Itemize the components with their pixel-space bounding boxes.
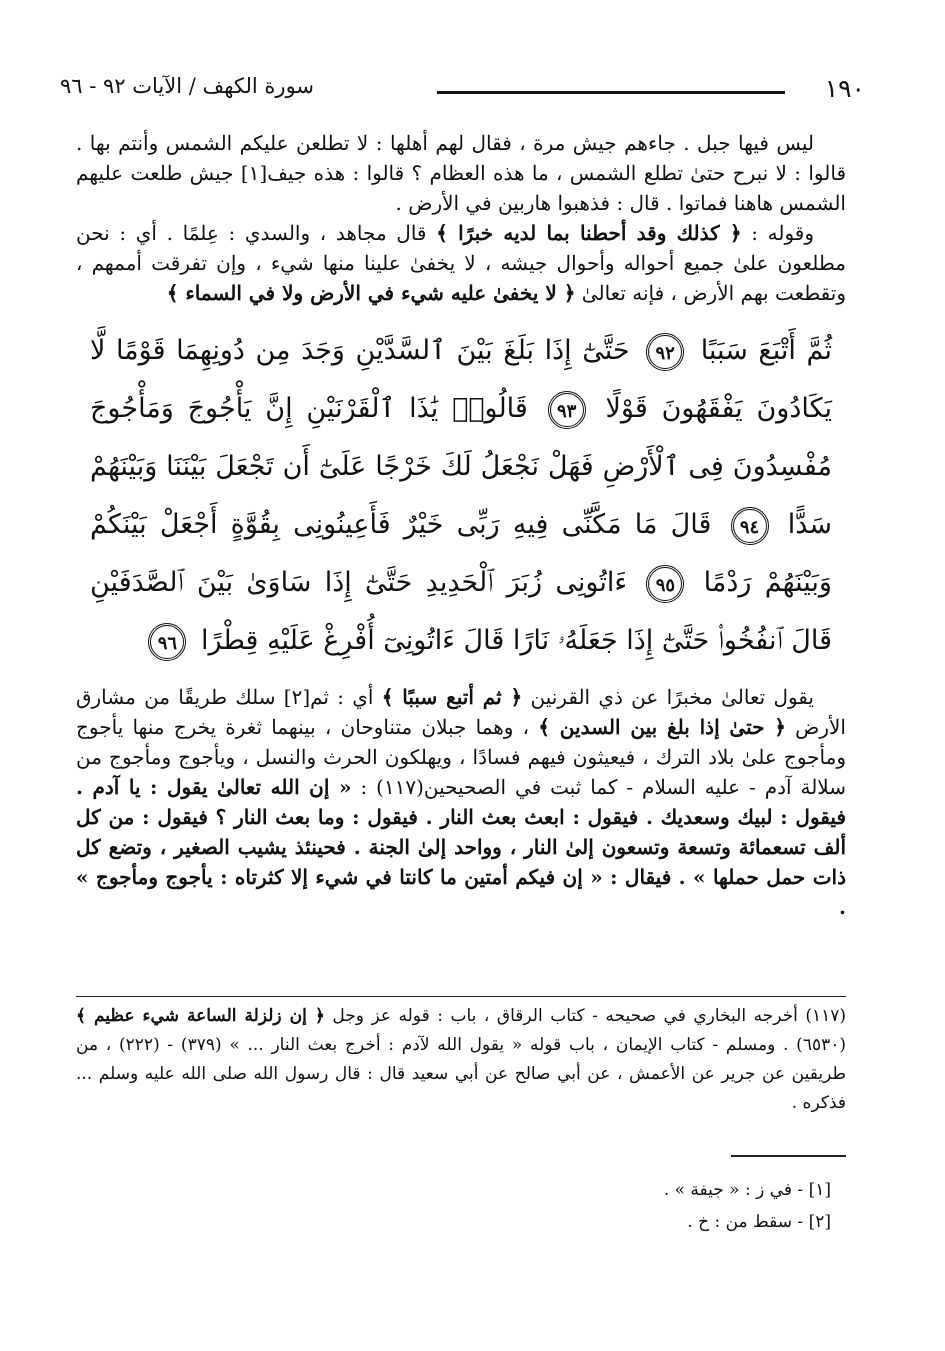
quran-quote: ﴿ لا يخفىٰ عليه شيء في الأرض ولا في السماء ﴾ xyxy=(166,281,576,305)
footnote-117 xyxy=(76,1002,846,1118)
quran-quote: ﴿ كذلك وقد أحطنا بما لديه خبرًا ﴾ xyxy=(436,221,742,245)
footnotes xyxy=(76,1002,846,1118)
main-text xyxy=(76,128,846,922)
para2-text-a: وقوله : xyxy=(741,221,814,245)
paragraph-3 xyxy=(76,682,846,922)
para3-text-b: أي : ثم[٢] سلك طريقًا من مشارق الأرض xyxy=(76,685,846,739)
manuscript-variants xyxy=(76,1174,831,1238)
footnote-text-b: (٦٥٣٠) . ومسلم - كتاب الإيمان ، باب قوله « يقول الله لآدم : أخرج بعث النار ... » (٣٧٩) - (٢٢٢) ، من طريقين عن جرير عن الأعمش ، عن أبي صالح عن أبي سعيد قال : قال رسول الله صلى الله عليه وسلم ... فذكره . xyxy=(76,1035,846,1113)
variant-note-2: [٢] - سقط من : خ . xyxy=(687,1212,831,1232)
ayah-number-marker: ٩٦ xyxy=(148,623,186,661)
ayah-number-marker: ٩٢ xyxy=(646,333,684,371)
verse-text: ثُمَّ أَتْبَعَ سَبَبًا xyxy=(700,335,832,366)
running-title: سورة الكهف / الآيات ٩٢ - ٩٦ xyxy=(60,74,315,98)
page-header xyxy=(60,74,865,104)
quran-verses-block xyxy=(76,322,846,670)
variant-note-1: [١] - في ز : « جيفة » . xyxy=(663,1180,831,1200)
ayah-number-marker: ٩٤ xyxy=(731,507,769,545)
para3-text-a: يقول تعالىٰ مخبرًا عن ذي القرنين xyxy=(522,685,814,709)
variants-divider xyxy=(731,1155,846,1157)
hadith-quote: « إن الله تعالىٰ يقول : يا آدم . فيقول : لبيك وسعديك . فيقول : ابعث بعث النار . فيقول : وما بعث النار ؟ فيقول : من كل ألف تسعمائة وتسعة وتسعون إلىٰ النار ، وواحد إلىٰ الجنة . فحينئذ يشيب الصغير ، وتضع كل ذات حمل حملها » . فيقال : « إن فيكم أمتين ما كانتا في شيء إلا كثرتاه : يأجوج ومأجوج » . xyxy=(76,775,846,919)
page-number: ١٩٠ xyxy=(824,74,865,103)
footnote-text-a: (١١٧) أخرجه البخاري في صحيحه - كتاب الرقاق ، باب : قوله عز وجل xyxy=(324,1006,846,1026)
paragraph-1: ليس فيها جبل . جاءهم جيش مرة ، فقال لهم أهلها : لا تطلعن عليكم الشمس وأنتم بها . قالوا : لا نبرح حتىٰ تطلع الشمس ، ما هذه العظام ؟ قالوا : هذه جيف[١] جيش طلعت عليهم الشمس هاهنا فماتوا . قال : فذهبوا هاربين في الأرض . xyxy=(76,131,847,215)
verse-text: قَالَ مَا مَكَّنِّى فِيهِ رَبِّى خَيْرٌ فَأَعِينُونِى بِقُوَّةٍ أَجْعَلْ بَيْنَكُمْ وَبَيْنَهُمْ رَدْمًا xyxy=(90,509,832,598)
quran-quote: ﴿ ثم أتبع سببًا ﴾ xyxy=(381,685,523,709)
para3-text-c: ، وهما جبلان متناوحان ، بينهما ثغرة يخرج منها يأجوج ومأجوج علىٰ بلاد الترك ، فيعيثون فيهم فسادًا ، ويهلكون الحرث والنسل ، ويأجوج ومأجوج من سلالة آدم - عليه السلام - كما ثبت في الصحيحين(١١٧) : xyxy=(76,715,846,799)
quran-quote: ﴿ إن زلزلة الساعة شيء عظيم ﴾ xyxy=(76,1006,325,1026)
header-rule xyxy=(437,91,785,94)
ayah-number-marker: ٩٥ xyxy=(646,565,684,603)
verse-text: قَالُوا۟ يَٰذَا ٱلْقَرْنَيْنِ إِنَّ يَأْجُوجَ وَمَأْجُوجَ مُفْسِدُونَ فِى ٱلْأَرْضِ فَهَلْ نَجْعَلُ لَكَ خَرْجًا عَلَىٰٓ أَن تَجْعَلَ بَيْنَنَا وَبَيْنَهُمْ سَدًّا xyxy=(90,393,832,540)
verse-text: حَتَّىٰٓ إِذَا بَلَغَ بَيْنَ ٱلسَّدَّيْنِ وَجَدَ مِن دُونِهِمَا قَوْمًا لَّا يَكَادُونَ يَفْقَهُونَ قَوْلًا xyxy=(90,335,833,424)
footnote-divider xyxy=(76,996,846,997)
quran-quote: ﴿ حتىٰ إذا بلغ بين السدين ﴾ xyxy=(538,715,786,739)
para2-text-b: قال مجاهد ، والسدي : عِلمًا . أي : نحن مطلعون علىٰ جميع أحواله وأحوال جيشه ، لا يخفىٰ علينا منها شيء ، وإن تفرقت أممهم ، وتقطعت بهم الأرض ، فإنه تعالىٰ xyxy=(76,221,846,305)
paragraph-2 xyxy=(76,218,846,308)
verse-text: ءَاتُونِى زُبَرَ ٱلْحَدِيدِ حَتَّىٰٓ إِذَا سَاوَىٰ بَيْنَ ٱلصَّدَفَيْنِ قَالَ ٱنفُخُوا۟ حَتَّىٰٓ إِذَا جَعَلَهُۥ نَارًا قَالَ ءَاتُونِىٓ أُفْرِغْ عَلَيْهِ قِطْرًا xyxy=(90,567,832,656)
ayah-number-marker: ٩٣ xyxy=(548,391,586,429)
